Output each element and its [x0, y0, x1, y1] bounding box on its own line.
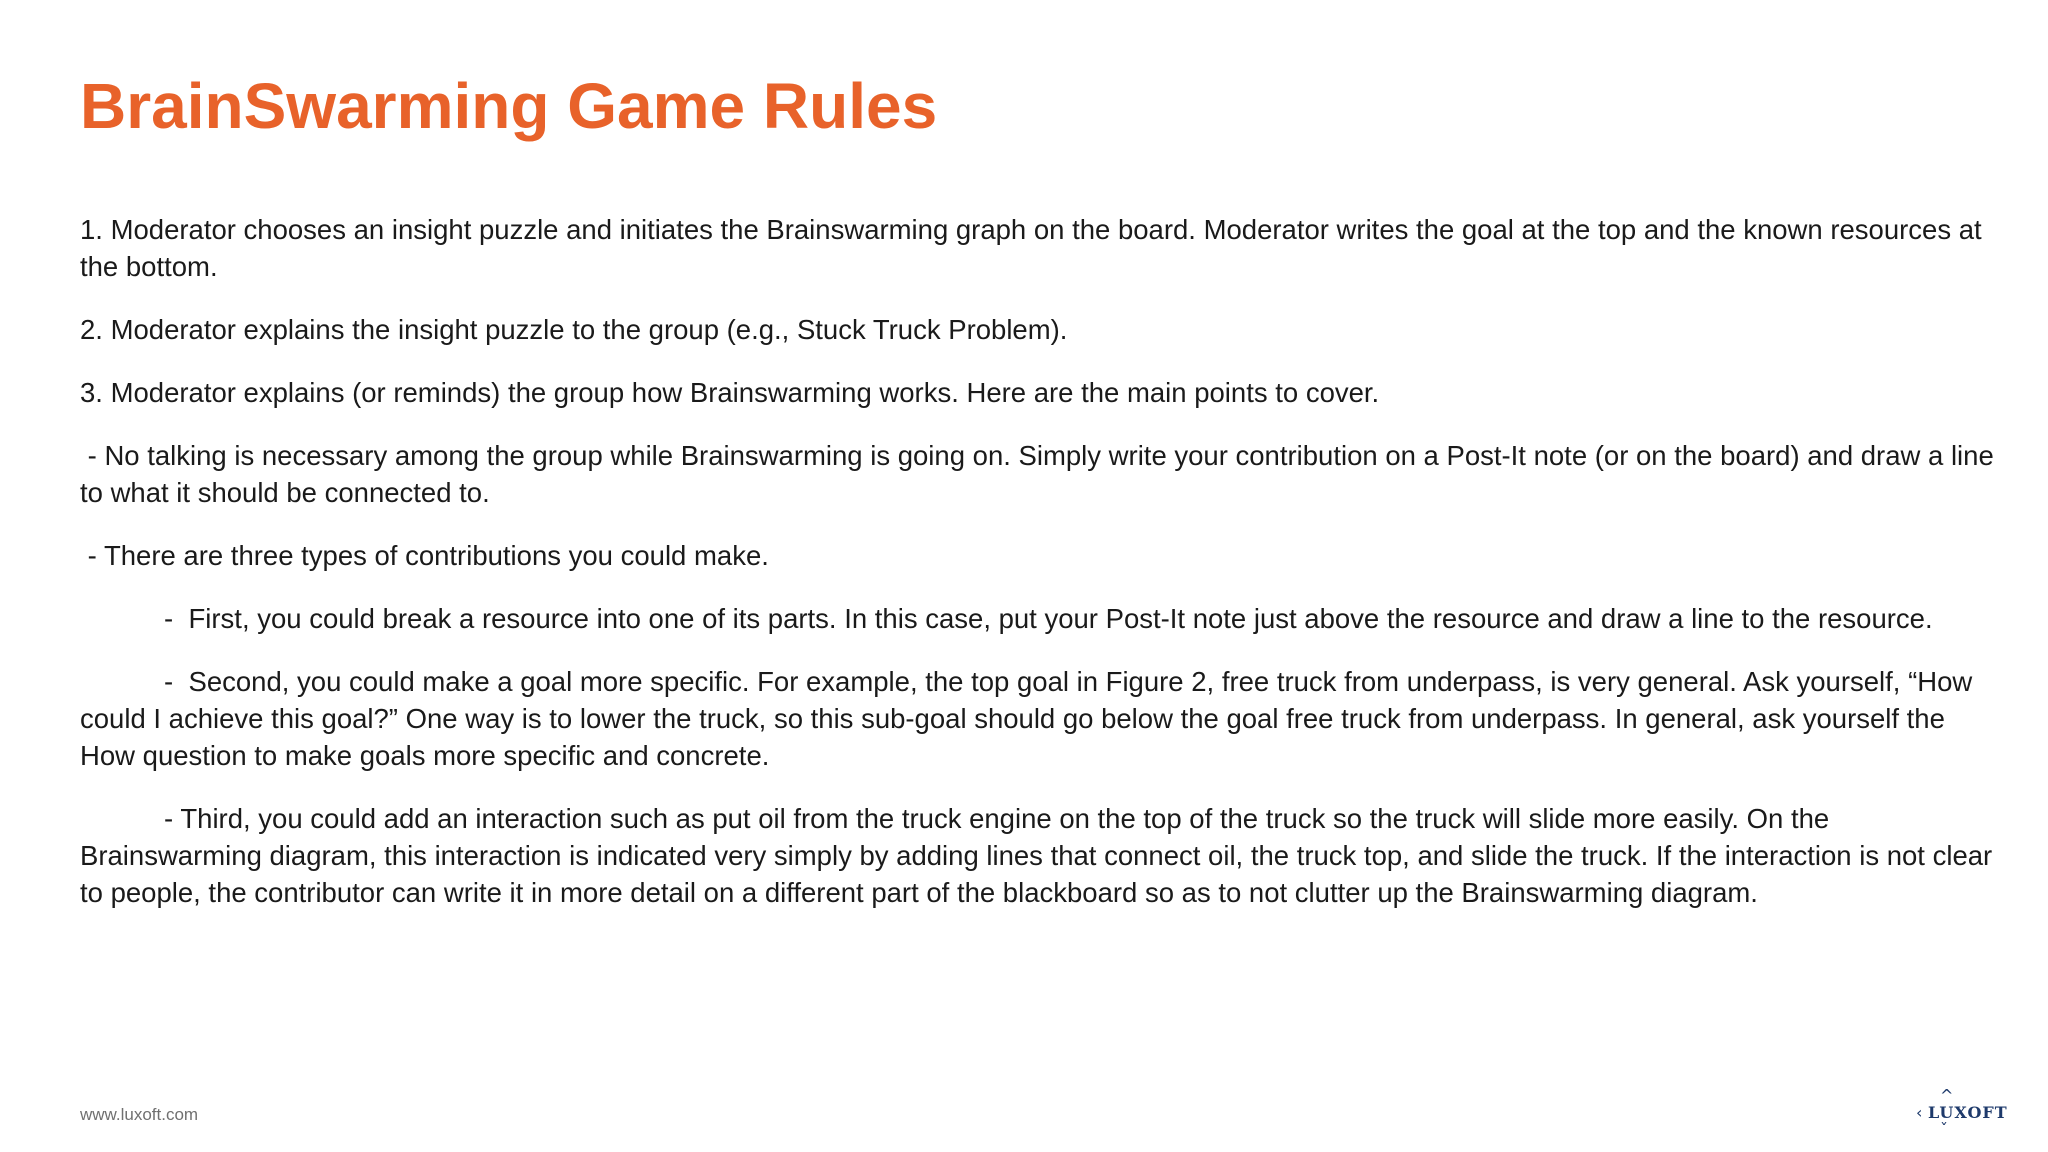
contribution-type-first: - First, you could break a resource into one of its parts. In this case, put your Post-It note just above the resource and draw a line to the resource. [80, 603, 1933, 634]
contribution-type-second: - Second, you could make a goal more specific. For example, the top goal in Figure 2, free truck from underpass, is very general. Ask yourself, “How could I achieve this goal?” One way is to lower the truck, so this sub-goal should go below the goal free truck from underpass. In general, ask yourself the How question to make goals more specific and concrete. [80, 666, 1980, 771]
logo-caret-up-icon: ^ [1940, 1086, 1954, 1105]
rule-point-no-talking: - No talking is necessary among the group while Brainswarming is going on. Simply write your contribution on a Post-It note (or on the board) and draw a line to what it should be connected to. [80, 440, 2002, 508]
rules-content [80, 211, 2002, 937]
slide-title: BrainSwarming Game Rules [80, 70, 938, 142]
rule-point-contribution-types: - There are three types of contributions you could make. [80, 540, 769, 571]
logo-text: LUXOFT [1928, 1103, 2008, 1122]
footer-url: www.luxoft.com [80, 1105, 199, 1124]
luxoft-logo-icon [1916, 1088, 2006, 1138]
rule-paragraph-3: 3. Moderator explains (or reminds) the group how Brainswarming works. Here are the main points to cover. [80, 377, 1380, 408]
logo-caret-down-icon: ˇ [1940, 1120, 1948, 1139]
contribution-type-third: - Third, you could add an interaction such as put oil from the truck engine on the top of the truck so the truck will slide more easily. On the Brainswarming diagram, this interaction is indicated very simply by adding lines that connect oil, the truck top, and slide the truck. If the interaction is not clear to people, the contributor can write it in more detail on a different part of the blackboard so as to not clutter up the Brainswarming diagram. [80, 803, 2000, 908]
logo-caret-left-icon: ‹ [1916, 1103, 1923, 1122]
rule-paragraph-2: 2. Moderator explains the insight puzzle to the group (e.g., Stuck Truck Problem). [80, 314, 1068, 345]
rule-paragraph-1: 1. Moderator chooses an insight puzzle and initiates the Brainswarming graph on the board. Moderator writes the goal at the top and the known resources at the bottom. [80, 214, 1990, 282]
